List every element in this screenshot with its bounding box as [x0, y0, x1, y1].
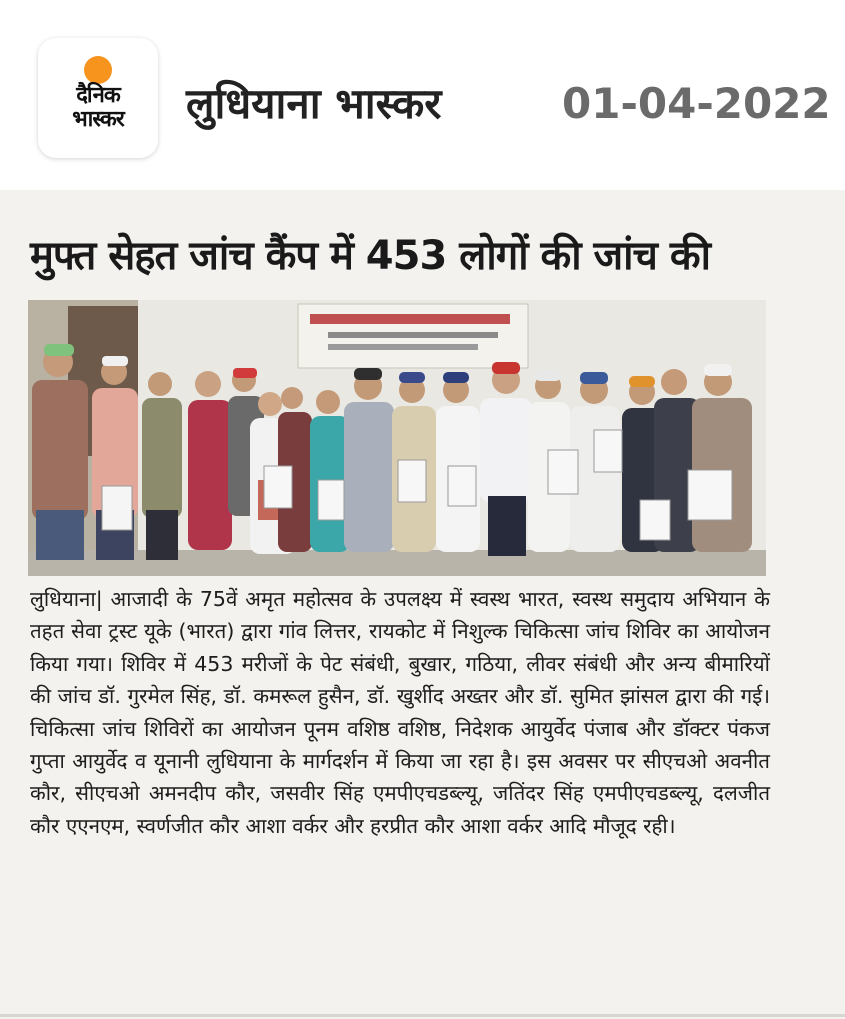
bottom-divider: [0, 1014, 845, 1017]
publish-date: 01-04-2022: [562, 79, 831, 128]
article-body-text: आजादी के 75वें अमृत महोत्सव के उपलक्ष्य में स्वस्थ भारत, स्वस्थ समुदाय अभियान के तहत सेवा ट्रस्ट यूके (भारत) द्वारा गांव लित्तर, रायकोट में निशुल्क चिकित्सा जांच शिविर का आयोजन किया गया। शिविर में 453 मरीजों के पेट संबंधी, बुखार, गठिया, लीवर संबंधी और अन्य बीमारियों की जांच डॉ. गुरमेल सिंह, डॉ. कमरूल हुसैन, डॉ. खुर्शीद अख्तर और डॉ. सुमित झांसल द्वारा की गई। चिकित्सा जांच शिविरों का आयोजन पूनम वशिष्ठ वशिष्ठ, निदेशक आयुर्वेद पंजाब और डॉक्टर पंकज गुप्ता आयुर्वेद व यूनानी लुधियाना के मार्गदर्शन में किया जा रहा है। इस अवसर पर सीएचओ अवनीत कौर, सीएचओ अमनदीप कौर, जसवीर सिंह एमपीएचडब्ल्यू, जतिंदर सिंह एमपीएचडब्ल्यू, दलजीत कौर एएनएम, स्वर्णजीत कौर आशा वर्कर और हरप्रीत कौर आशा वर्कर आदि मौजूद रही।: [30, 587, 770, 838]
logo-text-line2: भास्कर: [72, 107, 124, 132]
article-dateline: लुधियाना|: [30, 587, 103, 611]
clipping-header: [0, 0, 845, 190]
edition-title: लुधियाना भास्कर: [186, 79, 442, 128]
article-body: [30, 583, 770, 842]
dainik-bhaskar-logo: [38, 38, 158, 158]
sun-icon: [84, 56, 112, 84]
logo-text-line1: दैनिक: [76, 83, 120, 108]
group-photo-image: [28, 300, 766, 576]
article-headline: मुफ्त सेहत जांच कैंप में 453 लोगों की जांच की: [30, 233, 710, 279]
